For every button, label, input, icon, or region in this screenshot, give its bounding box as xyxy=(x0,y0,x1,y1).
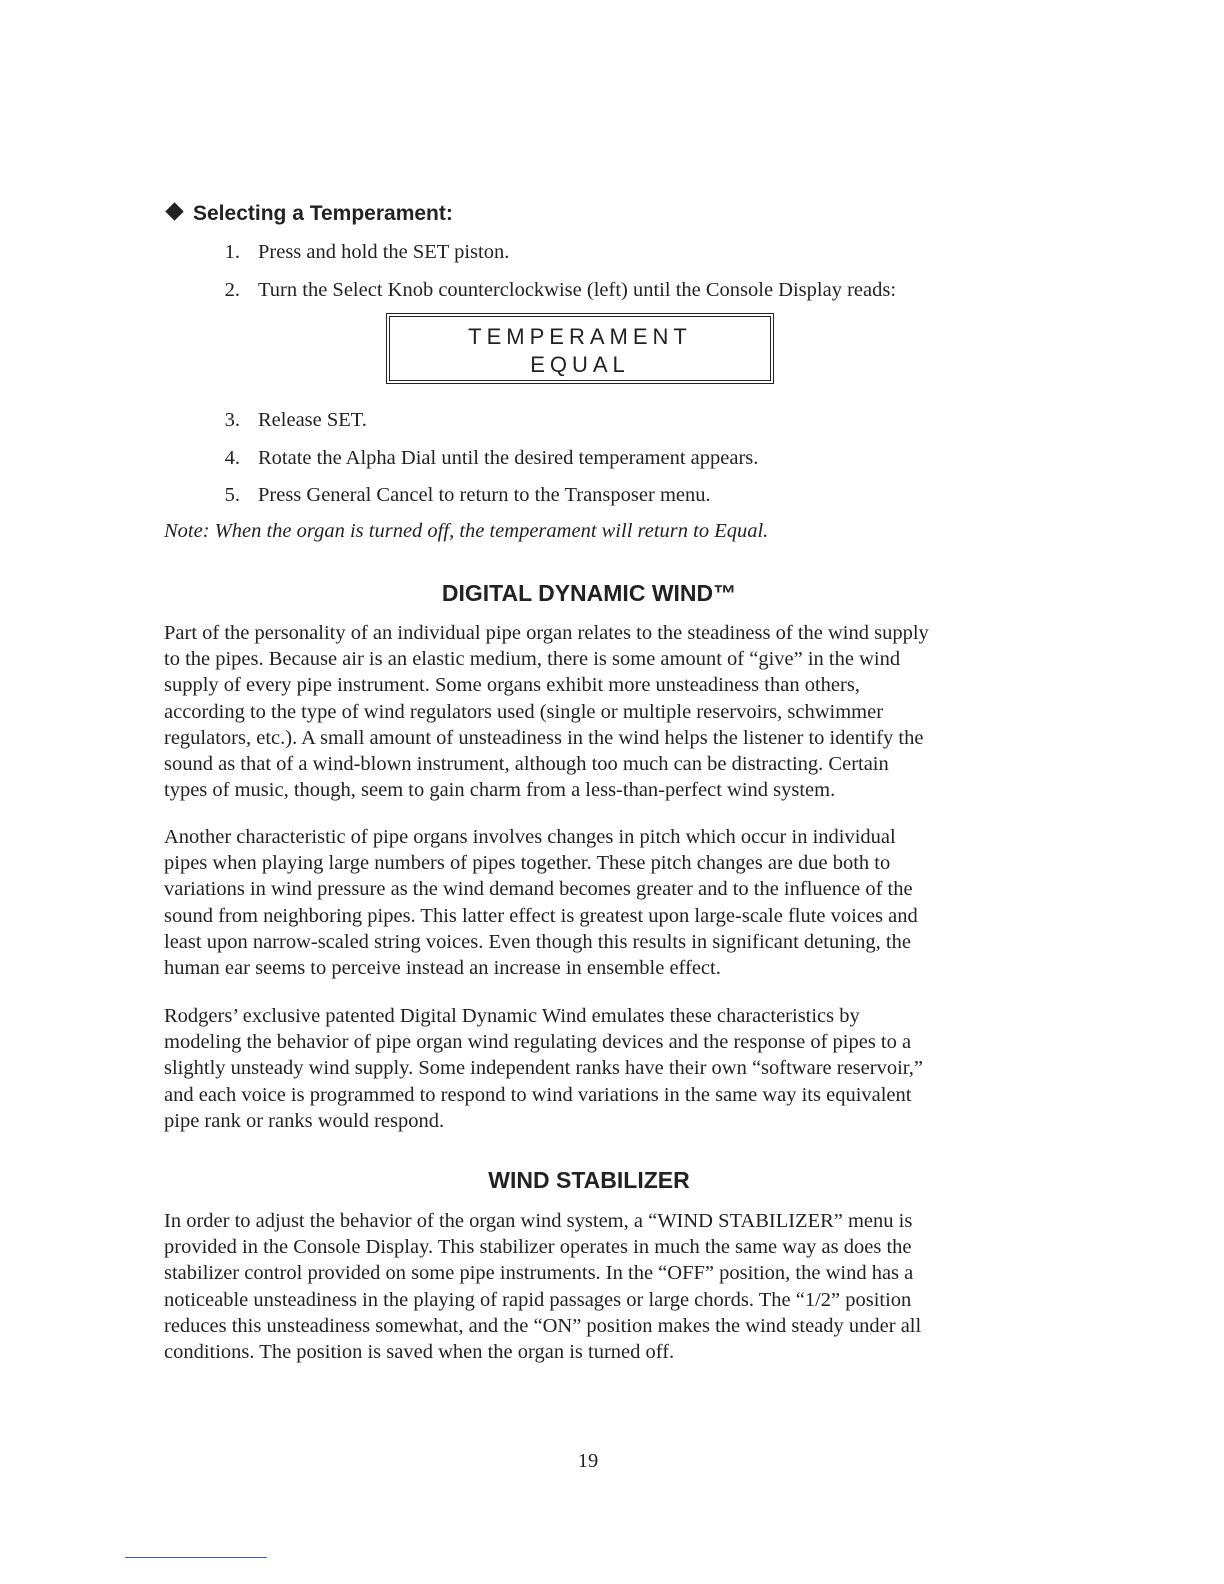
text-line: pipe rank or ranks would respond. xyxy=(164,1109,445,1132)
procedure-heading-text: Selecting a Temperament: xyxy=(193,202,453,225)
text-line: modeling the behavior of pipe organ wind regulating devices and the response of pipes to a xyxy=(164,1031,912,1054)
paragraph-wind-stabilizer xyxy=(164,1208,1014,1365)
step-text: Release SET. xyxy=(258,409,367,431)
step-text: Press General Cancel to return to the Transposer menu. xyxy=(258,484,711,506)
text-line: Another characteristic of pipe organs involves changes in pitch which occur in individual xyxy=(164,826,896,848)
section-title-wind-stabilizer: WIND STABILIZER xyxy=(488,1167,690,1193)
text-line: slightly unsteady wind supply. Some independent ranks have their own “software reservoir,” xyxy=(164,1057,924,1080)
text-line: In order to adjust the behavior of the organ wind system, a “WIND STABILIZER” menu is xyxy=(164,1210,913,1232)
console-display-line1: TEMPERAMENT xyxy=(468,324,692,349)
text-line: reduces this unsteadiness somewhat, and the “ON” position makes the wind steady under all xyxy=(164,1314,922,1337)
step-item xyxy=(216,445,1016,471)
text-line: Part of the personality of an individual pipe organ relates to the steadiness of the wind supply xyxy=(164,622,929,644)
text-line: according to the type of wind regulators used (single or multiple reservoirs, schwimmer xyxy=(164,700,884,723)
diamond-bullet-icon xyxy=(165,202,183,220)
text-line: stabilizer control provided on some pipe instruments. In the “OFF” position, the wind has a xyxy=(164,1262,914,1285)
step-number: 5. xyxy=(224,484,240,506)
step-number: 4. xyxy=(224,447,240,469)
text-line: human ear seems to perceive instead an increase in ensemble effect. xyxy=(164,957,721,980)
step-item xyxy=(216,277,1016,303)
text-line: sound from neighboring pipes. This latter effect is greatest upon large-scale flute voices and xyxy=(164,904,918,927)
paragraph-wind-personality xyxy=(164,620,1014,803)
text-line: pipes when playing large numbers of pipes together. These pitch changes are due both to xyxy=(164,852,891,875)
procedure-heading xyxy=(168,202,453,226)
step-number: 3. xyxy=(224,409,240,431)
step-text: Press and hold the SET piston. xyxy=(258,241,510,263)
console-display xyxy=(386,313,774,384)
step-text: Turn the Select Knob counterclockwise (left) until the Console Display reads: xyxy=(258,279,897,301)
page-number: 19 xyxy=(577,1450,599,1472)
footer-divider xyxy=(125,1557,267,1558)
section-title-digital-dynamic-wind: DIGITAL DYNAMIC WIND™ xyxy=(441,580,737,606)
paragraph-rodgers-ddw xyxy=(164,1003,1014,1134)
text-line: least upon narrow-scaled string voices. Even though this results in significant detuning, the xyxy=(164,930,911,953)
text-line: sound as that of a wind-blown instrument, although too much can be distracting. Certain xyxy=(164,753,889,776)
text-line: conditions. The position is saved when the organ is turned off. xyxy=(164,1341,675,1364)
paragraph-pitch-changes xyxy=(164,824,1014,981)
step-item xyxy=(216,239,1016,265)
step-number: 2. xyxy=(224,279,240,301)
text-line: and each voice is programmed to respond to wind variations in the same way its equivalent xyxy=(164,1083,912,1106)
text-line: noticeable unsteadiness in the playing of rapid passages or large chords. The “1/2” position xyxy=(164,1288,912,1311)
text-line: regulators, etc.). A small amount of unsteadiness in the wind helps the listener to identify the xyxy=(164,726,924,749)
step-item xyxy=(216,407,1016,433)
step-number: 1. xyxy=(224,241,240,263)
console-display-line2: EQUAL xyxy=(530,352,630,377)
text-line: supply of every pipe instrument. Some organs exhibit more unsteadiness than others, xyxy=(164,674,860,697)
text-line: provided in the Console Display. This stabilizer operates in much the same way as does the xyxy=(164,1236,912,1259)
note-text: Note: When the organ is turned off, the temperament will return to Equal. xyxy=(164,520,769,542)
step-text: Rotate the Alpha Dial until the desired temperament appears. xyxy=(258,447,759,469)
text-line: variations in wind pressure as the wind demand becomes greater and to the influence of the xyxy=(164,878,913,901)
step-item xyxy=(216,482,1016,508)
text-line: to the pipes. Because air is an elastic medium, there is some amount of “give” in the wind xyxy=(164,648,901,671)
text-line: types of music, though, seem to gain charm from a less-than-perfect wind system. xyxy=(164,779,836,802)
text-line: Rodgers’ exclusive patented Digital Dynamic Wind emulates these characteristics by xyxy=(164,1005,860,1027)
